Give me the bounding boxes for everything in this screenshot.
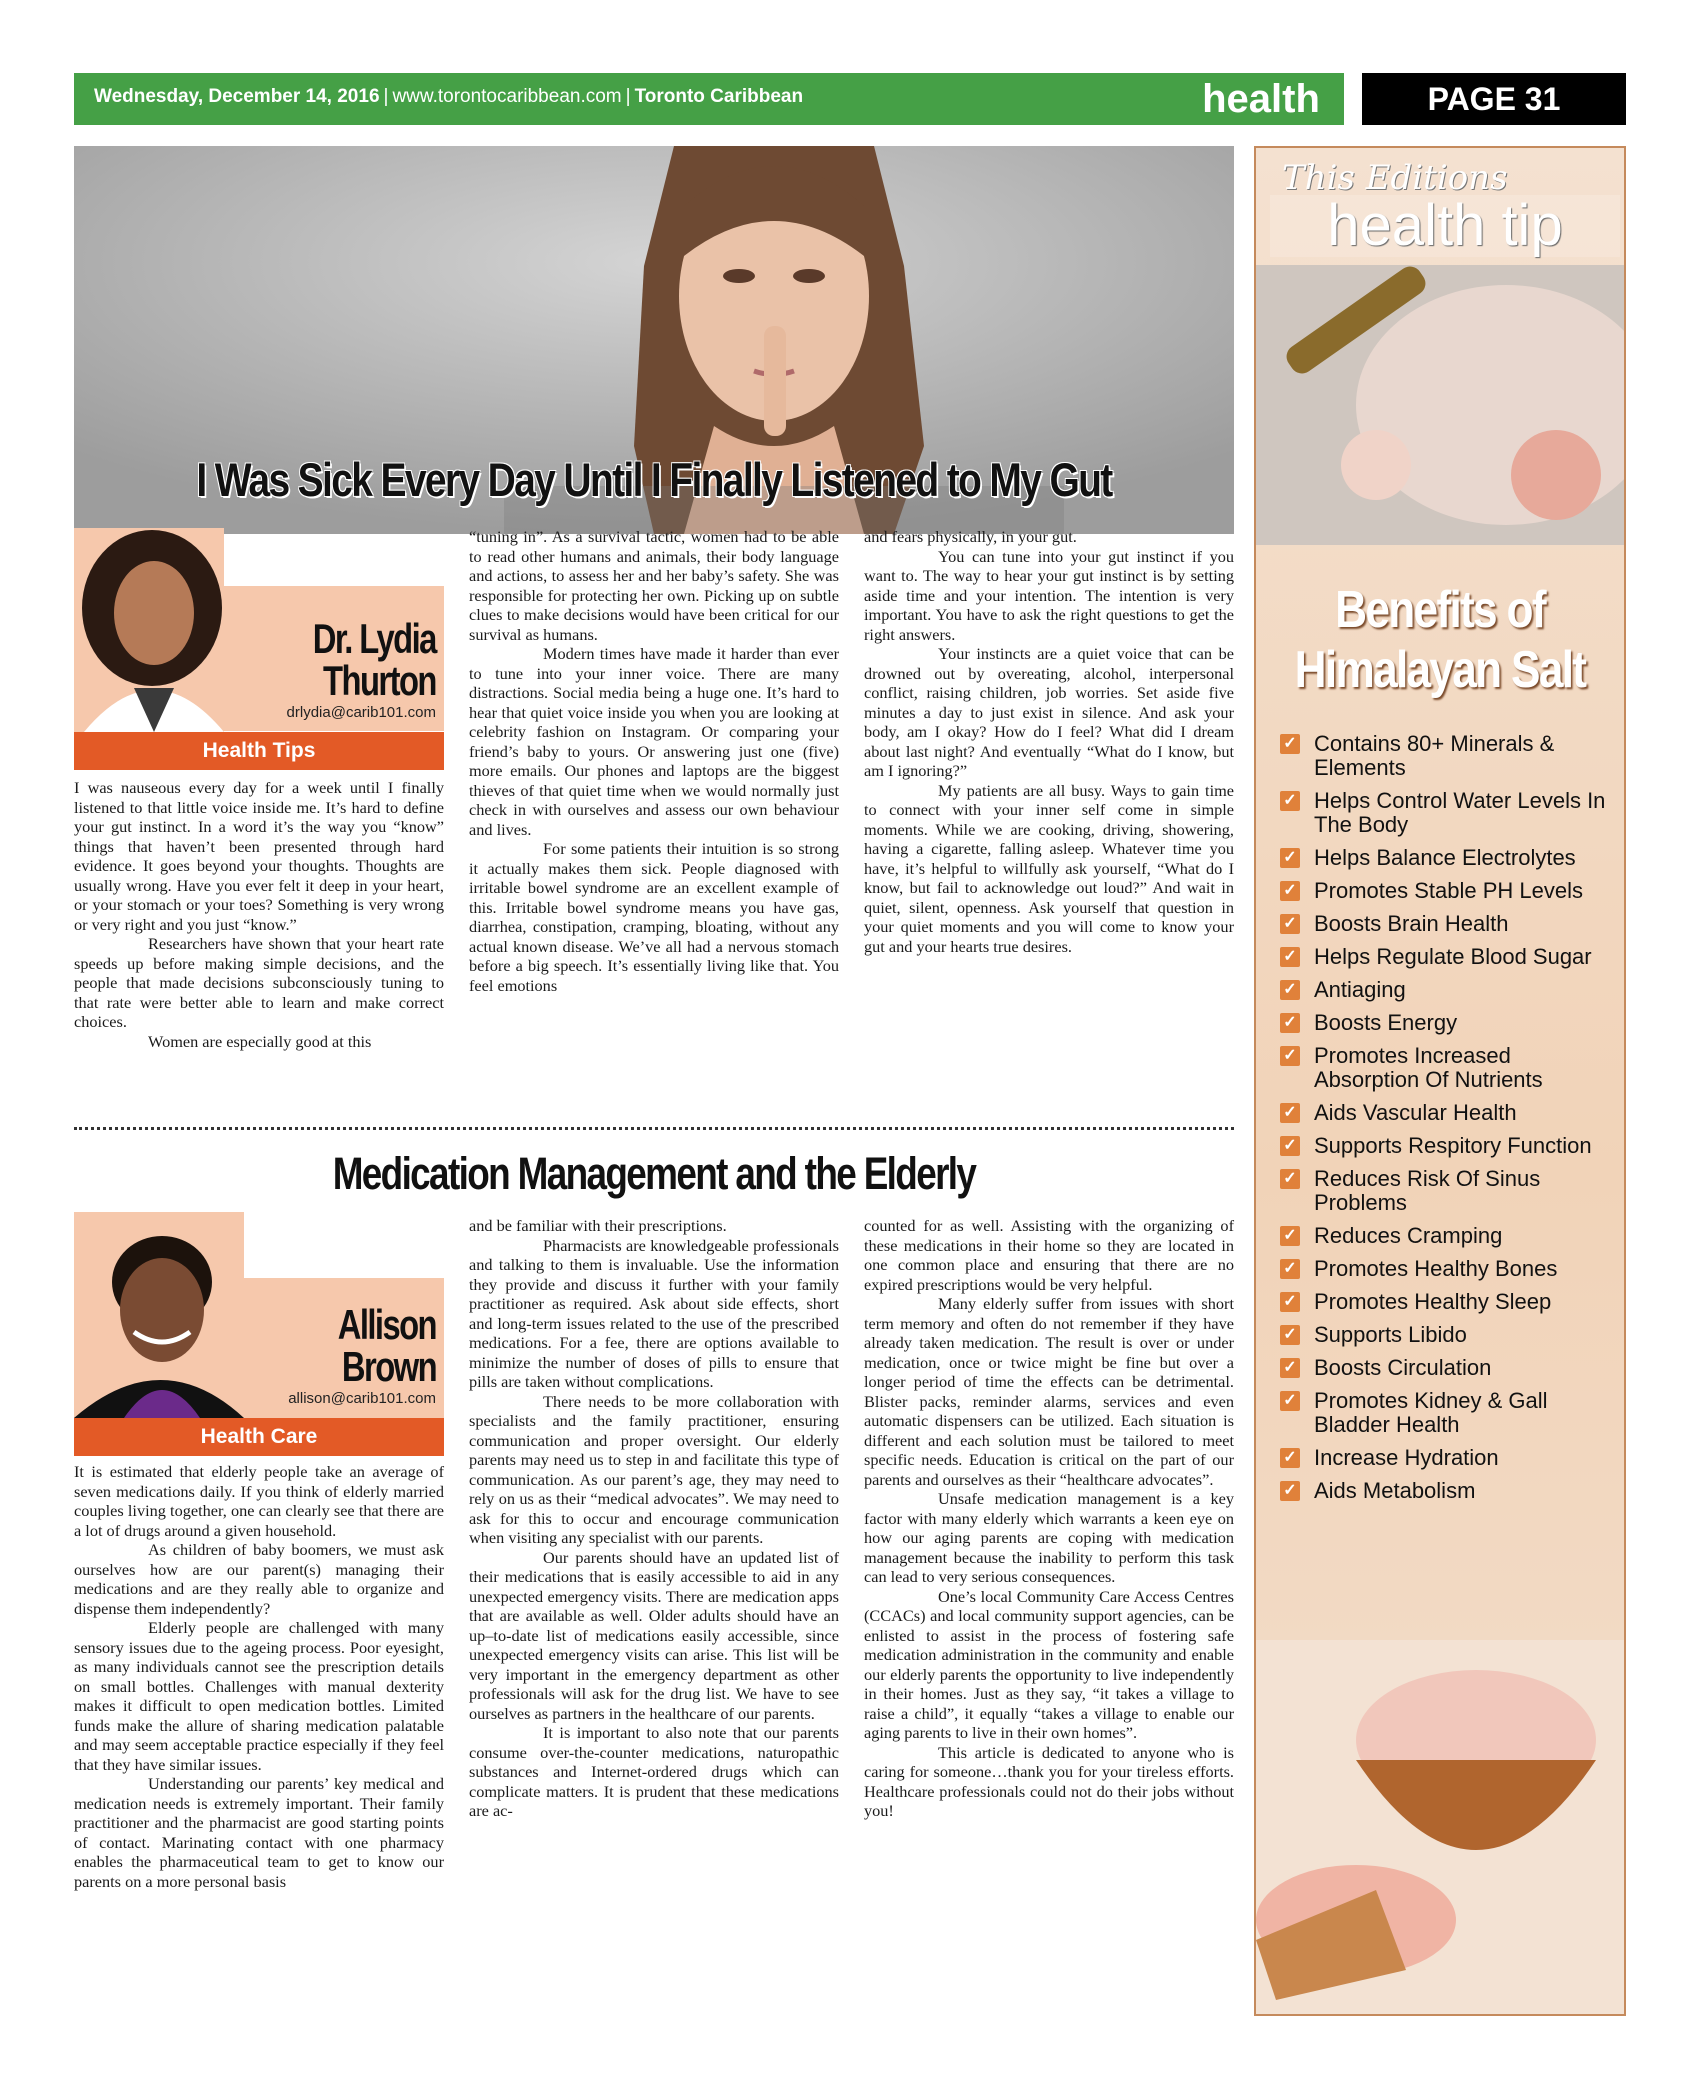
benefit-item (1280, 1446, 1620, 1470)
publication-name: Toronto Caribbean (634, 86, 804, 107)
benefit-label: Aids Metabolism (1314, 1478, 1476, 1503)
benefit-item (1280, 1356, 1620, 1380)
benefit-label: Supports Respitory Function (1314, 1133, 1592, 1158)
benefit-item (1280, 1101, 1620, 1125)
benefit-item (1280, 1290, 1620, 1314)
benefit-item (1280, 1011, 1620, 1035)
paragraph: For some patients their intuition is so strong it actually makes them sick. People diagnosed with irritable bowel syndrome are an excellent example of this. Irritable bowel syndrome means you have gas, diarrhea, constipation, cramping, bloating, without any actual known disease. We’ve all had a nervous stomach before a big speech. It’s essentially living like that. You feel emotions (469, 839, 839, 995)
checkbox-icon: ✓ (1280, 980, 1300, 1000)
benefit-item (1280, 945, 1620, 969)
benefit-item (1280, 1224, 1620, 1248)
paragraph: This article is dedicated to anyone who is caring for someone…thank you for your tireless efforts. Healthcare professionals could not do their jobs without you! (864, 1742, 1234, 1820)
benefit-label: Aids Vascular Health (1314, 1100, 1517, 1125)
article1-byline (74, 528, 444, 770)
checkbox-icon: ✓ (1280, 1481, 1300, 1501)
paragraph: Women are especially good at this (148, 1031, 372, 1051)
paragraph: and fears physically, in your gut. (864, 527, 1077, 546)
checkbox-icon: ✓ (1280, 881, 1300, 901)
paragraph: Many elderly suffer from issues with short term memory and often do not remember if they have already taken medication. The result is over or under medication, once or twice might be fine but over a longer period of time the effects can be detrimental. Blister packs, reminder alarms, services and even automatic dispensers can be utilized. Each situation is different and each solution must be tailored to meet specific needs. Education is critical on the part of our parents and ourselves as their “healthcare advocates”. (864, 1294, 1234, 1489)
benefit-label: Helps Regulate Blood Sugar (1314, 944, 1592, 969)
checkbox-icon: ✓ (1280, 1226, 1300, 1246)
paragraph: Modern times have made it harder than ever to tune into your inner voice. There are many distractions. Social media being a huge one. It’s hard to hear that quiet voice inside you when you are looking at celebrity fashion on Instagram. Or comparing your friend’s baby to yours. Or answering just one (five) more emails. Our phones and laptops are the biggest thieves of that quiet time when we would normally just check in with ourselves and assess our own behaviour and lives. (469, 644, 839, 839)
page-number: PAGE 31 (1362, 73, 1626, 125)
benefit-item (1280, 1044, 1620, 1092)
paragraph: As children of baby boomers, we must ask ourselves how are our parent(s) managing their medications and are they really able to organize and dispense them independently? (74, 1540, 444, 1618)
benefit-item (1280, 732, 1620, 780)
benefit-item (1280, 1323, 1620, 1347)
checkbox-icon: ✓ (1280, 848, 1300, 868)
checkbox-icon: ✓ (1280, 1046, 1300, 1066)
author-email[interactable]: drlydia@carib101.com (286, 704, 436, 721)
benefit-label: Contains 80+ Minerals & Elements (1314, 731, 1555, 780)
author-name-allison: Allison Brown (337, 1301, 436, 1390)
paragraph: It is important to also note that our parents consume over-the-counter medications, naturopathic substances and Internet-ordered drugs which can complicate matters. It is prudent that these medications are ac- (469, 1723, 839, 1820)
article2-byline (74, 1212, 444, 1457)
checkbox-icon: ✓ (1280, 947, 1300, 967)
salt-bowl-photo (1256, 1640, 1624, 2014)
benefit-item (1280, 1257, 1620, 1281)
paragraph: My patients are all busy. Ways to gain time to connect with your inner self come in simple moments. While we are cooking, driving, showering, having a cigarette, falling asleep. Whatever time you have, it’s helpful to willfully ask yourself, “What do I know, but fail to acknowledge out loud?” And wait in quiet, silent, openness. Ask yourself that question in your quiet moments and you will come to know your gut and your hearts true desires. (864, 780, 1234, 956)
paragraph: Unsafe medication management is a key factor with many elderly which warrants a keen eye on how our aging parents are coping with medication management because the inability to perform this task can lead to very serious consequences. (864, 1489, 1234, 1586)
paragraph: I was nauseous every day for a week until I finally listened to that little voice inside me. It’s hard to define your gut instinct. In a word it’s the way you “know” things that haven’t been presented through hard evidence. It goes beyond your thoughts. Thoughts are usually wrong. Have you ever felt it deep in your heart, or your stomach or your toes? Something is very wrong or very right and you just “know.” (74, 778, 444, 934)
health-tip-title: health tip (1270, 195, 1620, 257)
salt-mortar-photo (1256, 265, 1624, 545)
benefit-label: Helps Control Water Levels In The Body (1314, 788, 1606, 837)
paragraph: Our parents should have an updated list of their medications that is easily accessible to aid in any unexpected emergency visits. There are medication apps that are available as well. Older adults should have an up–to-date list of medications easily accessible, since unexpected emergency visits can arise. This list will be very important in the emergency department as other professionals will ask for the drug list. We have to see ourselves as partners in the healthcare of our parents. (469, 1547, 839, 1723)
author-email[interactable]: allison@carib101.com (288, 1390, 436, 1407)
benefit-label: Increase Hydration (1314, 1445, 1499, 1470)
benefit-label: Supports Libido (1314, 1322, 1467, 1347)
paragraph: “tuning in”. As a survival tactic, women had to be able to read other humans and animals, their body language and actions, to assess her and her baby’s safety. She was responsible for protecting her own. Picking up on subtle clues to make decisions would have been critical for our survival as humans. (469, 527, 839, 644)
benefit-label: Antiaging (1314, 977, 1406, 1002)
benefit-label: Promotes Stable PH Levels (1314, 878, 1584, 903)
column-tag-health-care: Health Care (74, 1418, 444, 1456)
issue-date: Wednesday, December 14, 2016 (94, 86, 380, 107)
checkbox-icon: ✓ (1280, 734, 1300, 754)
header-dateline: Wednesday, December 14, 2016 | www.torontocaribbean.com | Toronto Caribbean (94, 86, 804, 107)
benefit-label: Promotes Kidney & Gall Bladder Health (1314, 1388, 1548, 1437)
paragraph: You can tune into your gut instinct if you want to. The way to hear your gut instinct is by setting aside time and your intention. The intention is very important. You have to ask the right questions to get the right answers. (864, 546, 1234, 644)
paragraph: Your instincts are a quiet voice that can be drowned out by overeating, alcohol, interpersonal conflict, raising children, job worries. Set aside five minutes a day to just exist in silence. And ask your body, am I okay? How do I feel? What did I dream about last night? And eventually “What do I know, but am I ignoring?” (864, 644, 1234, 780)
article1-headline: I Was Sick Every Day Until I Finally Listened to My Gut (196, 453, 1112, 506)
author-name-lydia: Dr. Lydia Thurton (312, 615, 436, 704)
benefit-item (1280, 789, 1620, 837)
benefit-label: Promotes Healthy Sleep (1314, 1289, 1552, 1314)
benefit-label: Helps Balance Electrolytes (1314, 845, 1576, 870)
benefit-label: Boosts Energy (1314, 1010, 1458, 1035)
benefits-list (1280, 732, 1620, 1512)
checkbox-icon: ✓ (1280, 791, 1300, 811)
article1-column-2 (469, 527, 839, 995)
benefit-item (1280, 846, 1620, 870)
author-photo-lydia (74, 528, 224, 732)
column-tag-health-tips: Health Tips (74, 732, 444, 770)
article1-column-1 (74, 778, 444, 1051)
paragraph: and be familiar with their prescriptions. (469, 1216, 727, 1235)
benefit-item (1280, 1134, 1620, 1158)
paragraph: There needs to be more collaboration with specialists and the family practitioner, ensuring communication and proper oversight. Our elderly parents may need us to step in and facilitate this type of communication. As our parent’s age, they may need to rely on us as their “medical advocates”. We may need to ask for this to occur and encourage communication when visiting any specialist with our parents. (469, 1391, 839, 1547)
paragraph: One’s local Community Care Access Centres (CCACs) and local community support agencies, can be enlisted to assist in the process of fostering safe medication administration in the community and enable our elderly parents the opportunity to live independently in their homes. Just as they say, “it takes a village to raise a child”, it equally “takes a village to enable our aging parents to live in their own homes”. (864, 1586, 1234, 1742)
benefit-label: Promotes Healthy Bones (1314, 1256, 1558, 1281)
article1-column-3 (864, 527, 1234, 956)
paragraph: Elderly people are challenged with many sensory issues due to the ageing process. Poor eyesight, as many individuals cannot see the prescription details on small bottles. Challenges with manual dexterity makes it difficult to open medication bottles. Limited funds make the allure of sharing medication palatable and may seem acceptable practice especially if they feel that they have similar issues. (74, 1618, 444, 1774)
checkbox-icon: ✓ (1280, 1292, 1300, 1312)
author-photo-allison (74, 1212, 244, 1418)
article2-column-3 (864, 1216, 1234, 1821)
benefits-title: Benefits of Himalayan Salt (1294, 581, 1586, 699)
site-url[interactable]: www.torontocaribbean.com (392, 86, 622, 107)
benefit-item (1280, 978, 1620, 1002)
article-divider (74, 1127, 1234, 1130)
checkbox-icon: ✓ (1280, 1136, 1300, 1156)
benefit-label: Promotes Increased Absorption Of Nutrients (1314, 1043, 1543, 1092)
article2-column-2 (469, 1216, 839, 1821)
benefit-item (1280, 912, 1620, 936)
section-label: health (1202, 77, 1320, 121)
checkbox-icon: ✓ (1280, 1448, 1300, 1468)
benefit-label: Boosts Brain Health (1314, 911, 1509, 936)
paragraph: counted for as well. Assisting with the organizing of these medications in their home so they are located in one common place and ensuring that there are no expired prescriptions would be very helpful. (864, 1216, 1234, 1294)
checkbox-icon: ✓ (1280, 914, 1300, 934)
benefit-item (1280, 1479, 1620, 1503)
benefit-item (1280, 1389, 1620, 1437)
edition-label: This Editions (1282, 158, 1508, 198)
checkbox-icon: ✓ (1280, 1391, 1300, 1411)
article2-column-1 (74, 1462, 444, 1891)
paragraph: It is estimated that elderly people take an average of seven medications daily. If you think of elderly married couples living together, one can clearly see that there are a lot of drugs around a given household. (74, 1462, 444, 1540)
article2-headline: Medication Management and the Elderly (332, 1148, 976, 1199)
benefit-label: Reduces Cramping (1314, 1223, 1503, 1248)
checkbox-icon: ✓ (1280, 1259, 1300, 1279)
checkbox-icon: ✓ (1280, 1358, 1300, 1378)
benefit-item (1280, 879, 1620, 903)
checkbox-icon: ✓ (1280, 1325, 1300, 1345)
benefit-item (1280, 1167, 1620, 1215)
checkbox-icon: ✓ (1280, 1013, 1300, 1033)
benefit-label: Boosts Circulation (1314, 1355, 1492, 1380)
benefit-label: Reduces Risk Of Sinus Problems (1314, 1166, 1541, 1215)
paragraph: Pharmacists are knowledgeable professionals and talking to them is invaluable. Use the information they provide and discuss it further with your family practitioner as required. Ask about side effects, short and long-term issues related to the use of the prescribed medications. For a fee, there are options available to minimize the number of doses of pills to ensure that pills are taken without complications. (469, 1235, 839, 1391)
paragraph: Researchers have shown that your heart rate speeds up before making simple decisions, and the people that made decisions subconsciously tuning to that rate were better able to learn and make correct choices. (74, 934, 444, 1031)
paragraph: Understanding our parents’ key medical and medication needs is extremely important. Their family practitioner and the pharmacist are good starting points of contact. Marinating contact with one pharmacy enables the pharmaceutical team to get to know our parents on a more personal basis (74, 1774, 444, 1891)
checkbox-icon: ✓ (1280, 1169, 1300, 1189)
checkbox-icon: ✓ (1280, 1103, 1300, 1123)
